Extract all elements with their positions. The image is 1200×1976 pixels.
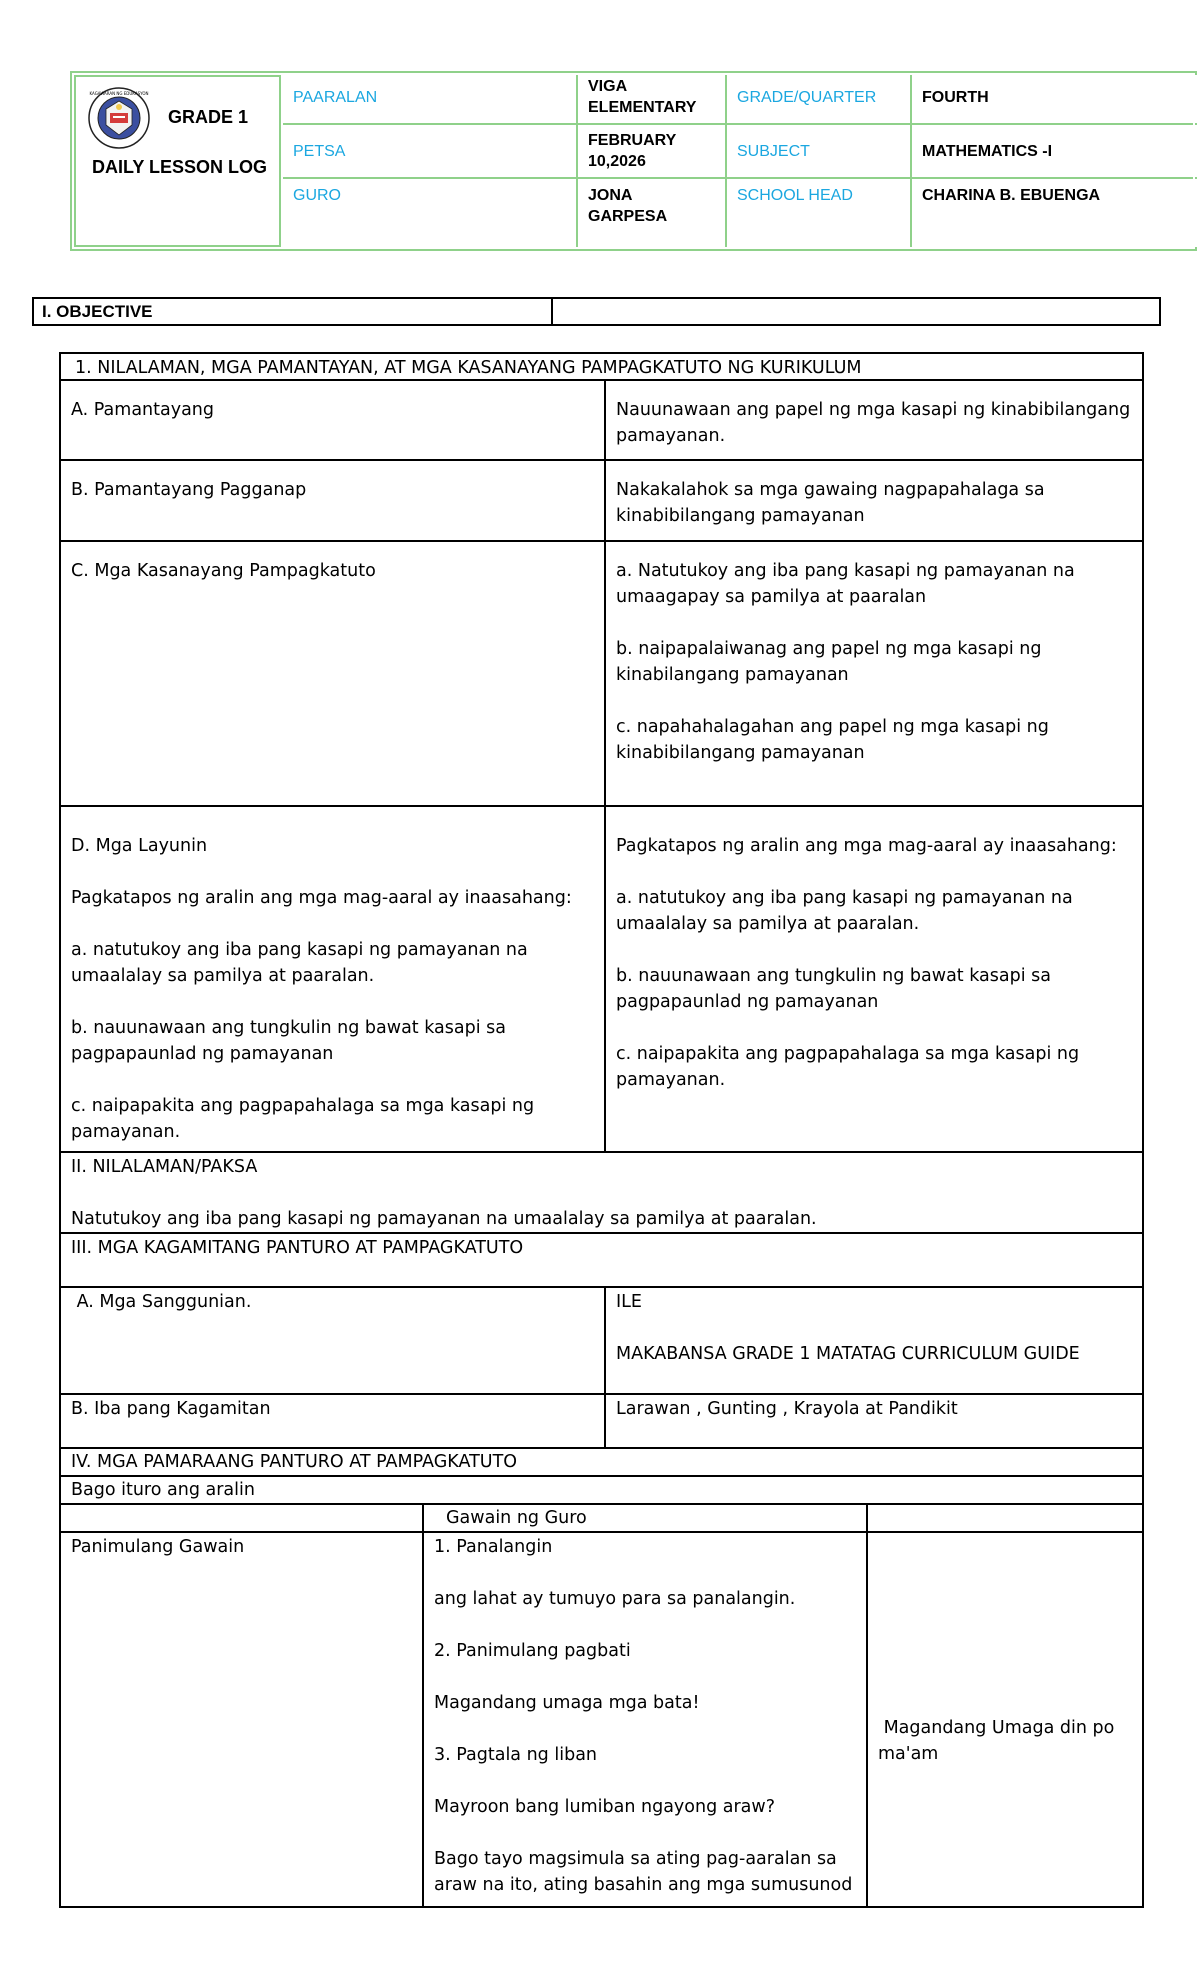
activity-line: Bago tayo magsimula sa ating pag-aaralan sa araw na ito, ating basahin ang mga sumusunod	[434, 1849, 853, 1895]
res-values	[604, 1288, 1142, 1393]
row-pagganap	[61, 459, 1142, 540]
school-label: PAARALAN	[283, 75, 576, 123]
student-column-header	[866, 1505, 1142, 1531]
objective-title: I. OBJECTIVE	[34, 299, 553, 324]
b-value: Nakakalahok sa mga gawaing nagpapahalaga sa kinabibilangang pamayanan	[604, 461, 1142, 540]
head-label: SCHOOL HEAD	[727, 179, 910, 247]
c-items	[604, 542, 1142, 805]
row-sanggunian	[61, 1286, 1142, 1393]
deped-seal-icon	[88, 87, 150, 149]
activity-label: Panimulang Gawain	[71, 1537, 245, 1557]
activity-line: Magandang umaga mga bata!	[434, 1693, 700, 1713]
row-kasanayan	[61, 540, 1142, 805]
activity-line: 2. Panimulang pagbati	[434, 1641, 631, 1661]
d-right-intro: Pagkatapos ng aralin ang mga mag-aaral ay inaasahang:	[616, 836, 1117, 856]
before-lesson: Bago ituro ang aralin	[71, 1480, 255, 1500]
subject-value: MATHEMATICS -I	[912, 125, 1199, 177]
subject-label: SUBJECT	[727, 125, 910, 177]
d-left	[61, 807, 604, 1151]
d-label: D. Mga Layunin	[71, 836, 208, 856]
res-label: A. Mga Sanggunian.	[71, 1292, 252, 1312]
d-intro: Pagkatapos ng aralin ang mga mag-aaral ay inaasahang:	[71, 888, 572, 908]
other-value: Larawan , Gunting , Krayola at Pandikit	[604, 1395, 1142, 1447]
teacher-value: JONA GARPESA	[578, 179, 725, 247]
activity-line: 3. Pagtala ng liban	[434, 1745, 598, 1765]
d-right	[604, 807, 1142, 1151]
a-label: A. Pamantayang	[71, 400, 215, 420]
school-value: VIGA ELEMENTARY	[578, 75, 725, 123]
d-item: a. natutukoy ang iba pang kasapi ng pamayanan na umaalalay sa pamilya at paaralan.	[71, 940, 528, 986]
lesson-plan-table	[59, 352, 1144, 1908]
row-bago-ituro	[61, 1475, 1142, 1503]
section1-row	[61, 354, 1142, 379]
student-response: Magandang Umaga din po ma'am	[866, 1533, 1142, 1906]
activity-row	[61, 1531, 1142, 1906]
activity-header-row	[61, 1503, 1142, 1531]
quarter-label: GRADE/QUARTER	[727, 75, 910, 123]
a-value: Nauunawaan ang papel ng mga kasapi ng kinabibilangang pamayanan.	[604, 381, 1142, 459]
header-title-block	[74, 75, 281, 247]
section2-title: II. NILALAMAN/PAKSA	[71, 1157, 258, 1177]
row-iba-pang-kagamitan	[61, 1393, 1142, 1447]
quarter-value: FOURTH	[912, 75, 1199, 123]
grade-title: GRADE 1	[168, 107, 249, 127]
d-right-item: a. natutukoy ang iba pang kasapi ng pamayanan na umaalalay sa pamilya at paaralan.	[616, 888, 1073, 934]
b-label: B. Pamantayang Pagganap	[71, 480, 307, 500]
header-info-grid	[283, 75, 1193, 247]
row-pamaraan	[61, 1447, 1142, 1475]
teacher-activities	[422, 1533, 866, 1906]
seal-lettering: KAGAWARAN NG EDUKASYON	[89, 91, 149, 96]
res-value: ILE	[616, 1292, 642, 1312]
c-item: a. Natutukoy ang iba pang kasapi ng pamayanan na umaagapay sa pamilya at paaralan	[616, 561, 1075, 607]
section3-title: III. MGA KAGAMITANG PANTURO AT PAMPAGKATUTO	[71, 1238, 524, 1258]
activity-line: ang lahat ay tumuyo para sa panalangin.	[434, 1589, 796, 1609]
head-value: CHARINA B. EBUENGA	[912, 179, 1199, 247]
activity-line: Mayroon bang lumiban ngayong araw?	[434, 1797, 775, 1817]
section2-text: Natutukoy ang iba pang kasapi ng pamayanan na umaalalay sa pamilya at paaralan.	[71, 1209, 817, 1229]
d-right-item: b. nauunawaan ang tungkulin ng bawat kasapi sa pagpapaunlad ng pamayanan	[616, 966, 1051, 1012]
row-nilalaman	[61, 1151, 1142, 1232]
section4-title: IV. MGA PAMARAANG PANTURO AT PAMPAGKATUTO	[71, 1452, 518, 1472]
lesson-log-header	[70, 71, 1197, 251]
teacher-column-header: Gawain ng Guro	[422, 1505, 866, 1531]
log-title: DAILY LESSON LOG	[92, 157, 268, 177]
objective-row	[32, 297, 1161, 326]
d-item: c. naipapakita ang pagpapahalaga sa mga kasapi ng pamayanan.	[71, 1096, 535, 1142]
c-item: c. napahahalagahan ang papel ng mga kasapi ng kinabibilangang pamayanan	[616, 717, 1049, 763]
other-label: B. Iba pang Kagamitan	[71, 1399, 271, 1419]
d-right-item: c. naipapakita ang pagpapahalaga sa mga kasapi ng pamayanan.	[616, 1044, 1080, 1090]
res-value: MAKABANSA GRADE 1 MATATAG CURRICULUM GUIDE	[616, 1344, 1080, 1364]
date-value: FEBRUARY 10,2026	[578, 125, 725, 177]
date-label: PETSA	[283, 125, 576, 177]
activity-line: 1. Panalangin	[434, 1537, 553, 1557]
teacher-label: GURO	[283, 179, 576, 247]
c-label: C. Mga Kasanayang Pampagkatuto	[71, 561, 376, 581]
row-layunin	[61, 805, 1142, 1151]
row-kagamitan	[61, 1232, 1142, 1286]
row-pamantayan	[61, 379, 1142, 459]
d-item: b. nauunawaan ang tungkulin ng bawat kasapi sa pagpapaunlad ng pamayanan	[71, 1018, 506, 1064]
c-item: b. naipapalaiwanag ang papel ng mga kasapi ng kinabilangang pamayanan	[616, 639, 1042, 685]
section1-title: 1. NILALAMAN, MGA PAMANTAYAN, AT MGA KASANAYANG PAMPAGKATUTO NG KURIKULUM	[75, 358, 862, 378]
section2	[61, 1153, 1142, 1232]
